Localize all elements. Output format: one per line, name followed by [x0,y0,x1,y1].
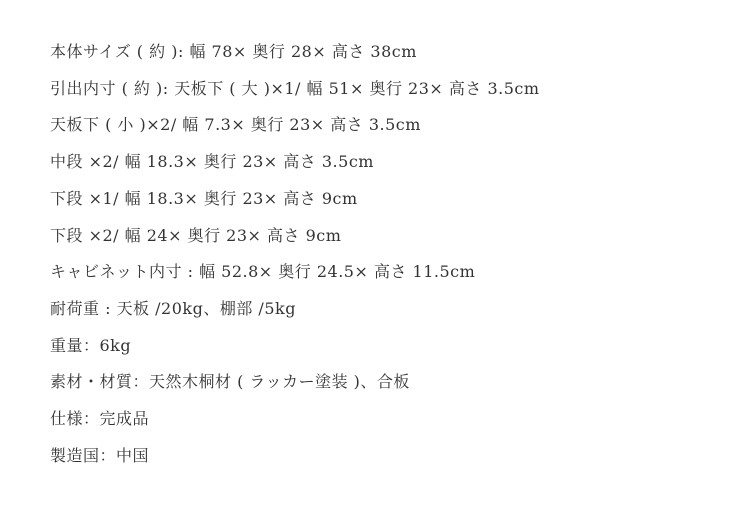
spec-line-middle-row: 中段 ×2/ 幅 18.3× 奥行 23× 高さ 3.5cm [50,152,374,172]
spec-line-weight: 重量：6kg [50,335,132,355]
spec-line-cabinet-inner: キャビネット内寸 : 幅 52.8× 奥行 24.5× 高さ 11.5cm [50,262,476,282]
spec-line-body-size: 本体サイズ ( 約 ): 幅 78× 奥行 28× 高さ 38cm [50,42,417,61]
spec-line-drawer-inner: 引出内寸 ( 約 ): 天板下 ( 大 )×1/ 幅 51× 奥行 23× 高さ 3.5cm [50,78,540,98]
spec-line-bottom-row-2: 下段 ×2/ 幅 24× 奥行 23× 高さ 9cm [50,225,342,245]
spec-line-material: 素材・材質：天然木桐材 ( ラッカー塗装 )、合板 [50,372,410,392]
spec-line-under-top-small: 天板下 ( 小 )×2/ 幅 7.3× 奥行 23× 高さ 3.5cm [50,115,421,135]
spec-line-load-capacity: 耐荷重 : 天板 /20kg、棚部 /5kg [50,298,296,318]
spec-line-bottom-row-1: 下段 ×1/ 幅 18.3× 奥行 23× 高さ 9cm [50,188,358,208]
spec-line-assembly: 仕様：完成品 [50,409,150,429]
spec-line-country: 製造国：中国 [50,445,150,465]
